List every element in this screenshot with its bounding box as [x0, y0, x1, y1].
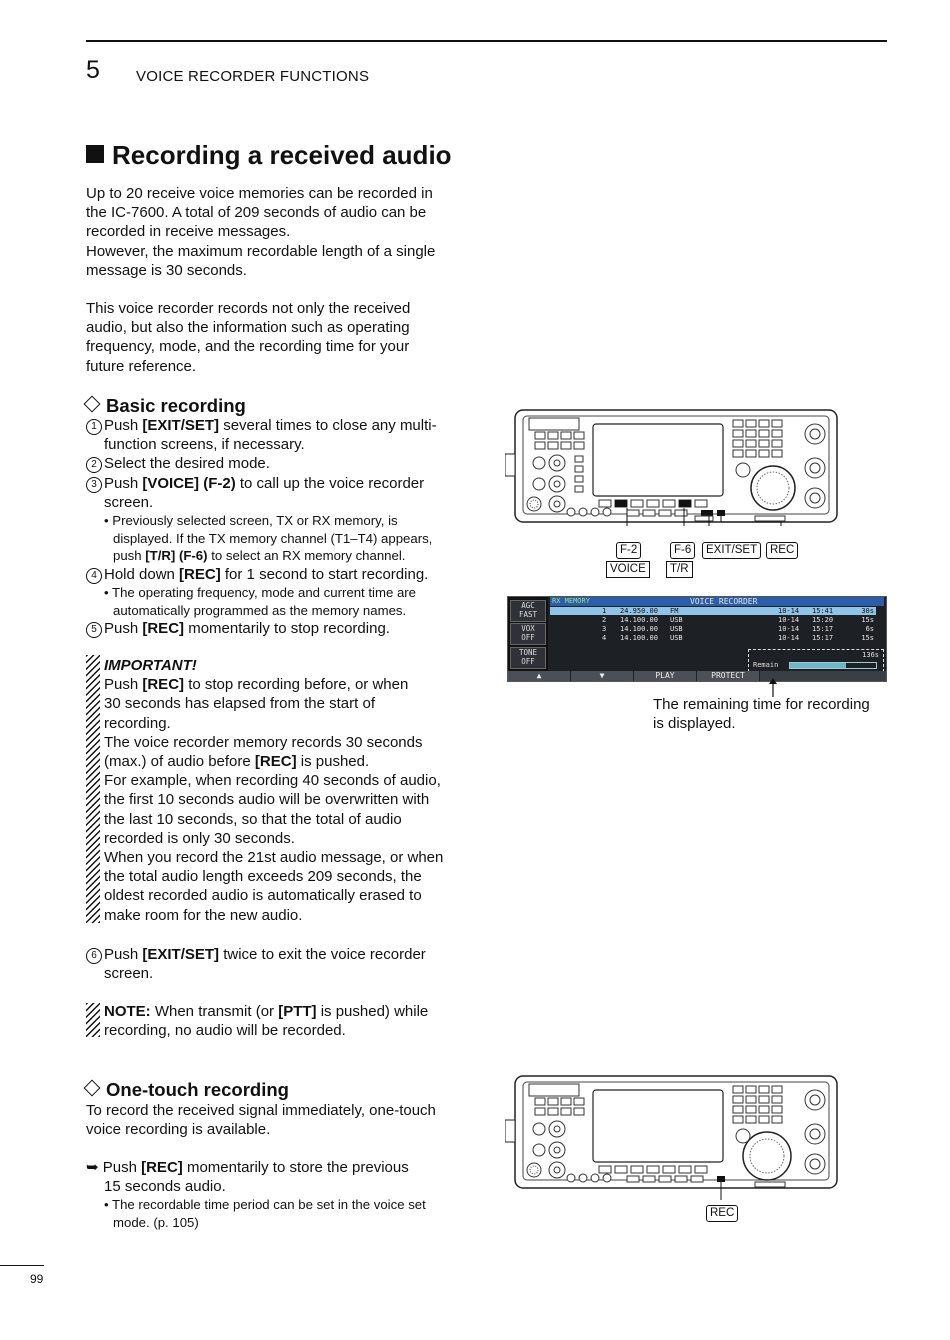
voice-label: VOICE: [606, 561, 650, 578]
remain-value: 136s: [862, 651, 879, 659]
transceiver-front-panel-illustration-2: [505, 1072, 850, 1202]
up-button[interactable]: ▲: [508, 671, 571, 681]
exit-set-label: EXIT/SET: [702, 542, 761, 559]
f2-label: F-2: [616, 542, 641, 559]
rec-label: REC: [766, 542, 798, 559]
important-hatch-bar: [86, 655, 100, 923]
remain-bar: [789, 662, 877, 669]
header-rule: [86, 40, 887, 42]
diamond-icon: [84, 1080, 101, 1097]
f6-label: F-6: [670, 542, 695, 559]
step-4: 4 Hold down [REC] for 1 second to start recording.: [86, 565, 486, 584]
step-1: 1 Push [EXIT/SET] several times to close any multi-: [86, 416, 486, 435]
chapter-number: 5: [86, 56, 100, 84]
step-2: 2 Select the desired mode.: [86, 454, 486, 473]
square-bullet-icon: [86, 145, 104, 163]
remain-indicator: [748, 649, 884, 672]
step-4-bullet: • The operating frequency, mode and current time are automatically programmed as the memory names.: [104, 585, 417, 618]
table-row[interactable]: 3 14.100.00 USB 10-14 15:17 6s: [602, 625, 874, 633]
note-text: NOTE: When transmit (or [PTT] is pushed) while recording, no audio will be recorded.: [104, 1003, 429, 1040]
diamond-icon: [84, 396, 101, 413]
agc-button[interactable]: AGC FAST: [510, 600, 546, 622]
basic-steps: 1 Push [EXIT/SET] several times to close any multi- function screens, if necessary. 2 Select the desired mode. 3 Push [VOICE] (F-2) to call up the voice recorder screen.: [86, 416, 486, 512]
lcd-header: [550, 597, 884, 606]
play-button[interactable]: PLAY: [634, 671, 697, 681]
section-title: Recording a received audio: [86, 140, 452, 171]
arrow-right-icon: ➥: [86, 1159, 99, 1176]
down-button[interactable]: ▼: [571, 671, 634, 681]
note-hatch-bar: [86, 1003, 100, 1037]
step-3: 3 Push [VOICE] (F-2) to call up the voice recorder: [86, 474, 486, 493]
important-note: IMPORTANT! Push [REC] to stop recording before, or when 30 seconds has elapsed from the start of recording. The voice recorder memory records 30 seconds (max.) of audio before [REC] is pushed. For example, when recording 40 seconds of audio, the first 10 seconds audio will be overwritten with the last 10 seconds, so that the total of audio recorded is only 30 seconds. When you record the 21st audio message, or when the total audio length exceeds 209 seconds, the oldest recorded audio is automatically erased to make room for the new audio.: [104, 657, 444, 924]
protect-button[interactable]: PROTECT: [697, 671, 760, 681]
onetouch-step: ➥ Push [REC] momentarily to store the previous 15 seconds audio.: [86, 1159, 409, 1196]
vox-button[interactable]: VOX OFF: [510, 623, 546, 645]
basic-recording-title: Basic recording: [82, 395, 246, 417]
rec-label-2: REC: [706, 1205, 738, 1222]
remain-label: Remain: [753, 661, 779, 669]
intro-paragraph-2: This voice recorder records not only the received audio, but also the information such as operating frequency, mode, and the recording time for your future reference.: [86, 300, 411, 375]
lcd-side-buttons: [508, 597, 548, 671]
step-6: 6 Push [EXIT/SET] twice to exit the voice recorder screen.: [86, 945, 486, 983]
intro-paragraph: Up to 20 receive voice memories can be recorded in the IC-7600. A total of 209 seconds of audio can be recorded in receive messages. However, the maximum recordable length of a single message is 30 seconds.: [86, 185, 436, 279]
lcd-bottom-bar: [508, 671, 886, 681]
page-number: 99: [30, 1272, 44, 1286]
remain-bar-fill: [790, 663, 846, 668]
rx-memory-label: RX MEMORY: [552, 597, 590, 605]
tr-label: T/R: [666, 561, 693, 578]
onetouch-title: One-touch recording: [82, 1079, 289, 1101]
remain-caption: The remaining time for recording is displayed.: [653, 696, 870, 733]
onetouch-intro: To record the received signal immediately, one-touch voice recording is available.: [86, 1102, 436, 1139]
step-3-bullet: • Previously selected screen, TX or RX memory, is displayed. If the TX memory channel (T1–T4) appears, push [T/R] (F-6) to select an RX memory channel.: [104, 513, 433, 563]
step-5: 5 Push [REC] momentarily to stop recording.: [86, 619, 486, 638]
onetouch-bullet: • The recordable time period can be set in the voice set mode. (p. 105): [104, 1197, 426, 1230]
tone-button[interactable]: TONE OFF: [510, 647, 546, 669]
table-row[interactable]: 2 14.100.00 USB 10-14 15:20 15s: [602, 616, 874, 624]
page-number-rule: [0, 1265, 44, 1266]
table-row[interactable]: 1 24.950.00 FM 10-14 15:41 30s: [602, 607, 874, 615]
table-row[interactable]: 4 14.100.00 USB 10-14 15:17 15s: [602, 634, 874, 642]
voice-recorder-screen: [507, 596, 887, 682]
chapter-title: VOICE RECORDER FUNCTIONS: [136, 68, 370, 85]
voice-recorder-title: VOICE RECORDER: [690, 597, 758, 606]
transceiver-front-panel-illustration: [505, 408, 850, 526]
